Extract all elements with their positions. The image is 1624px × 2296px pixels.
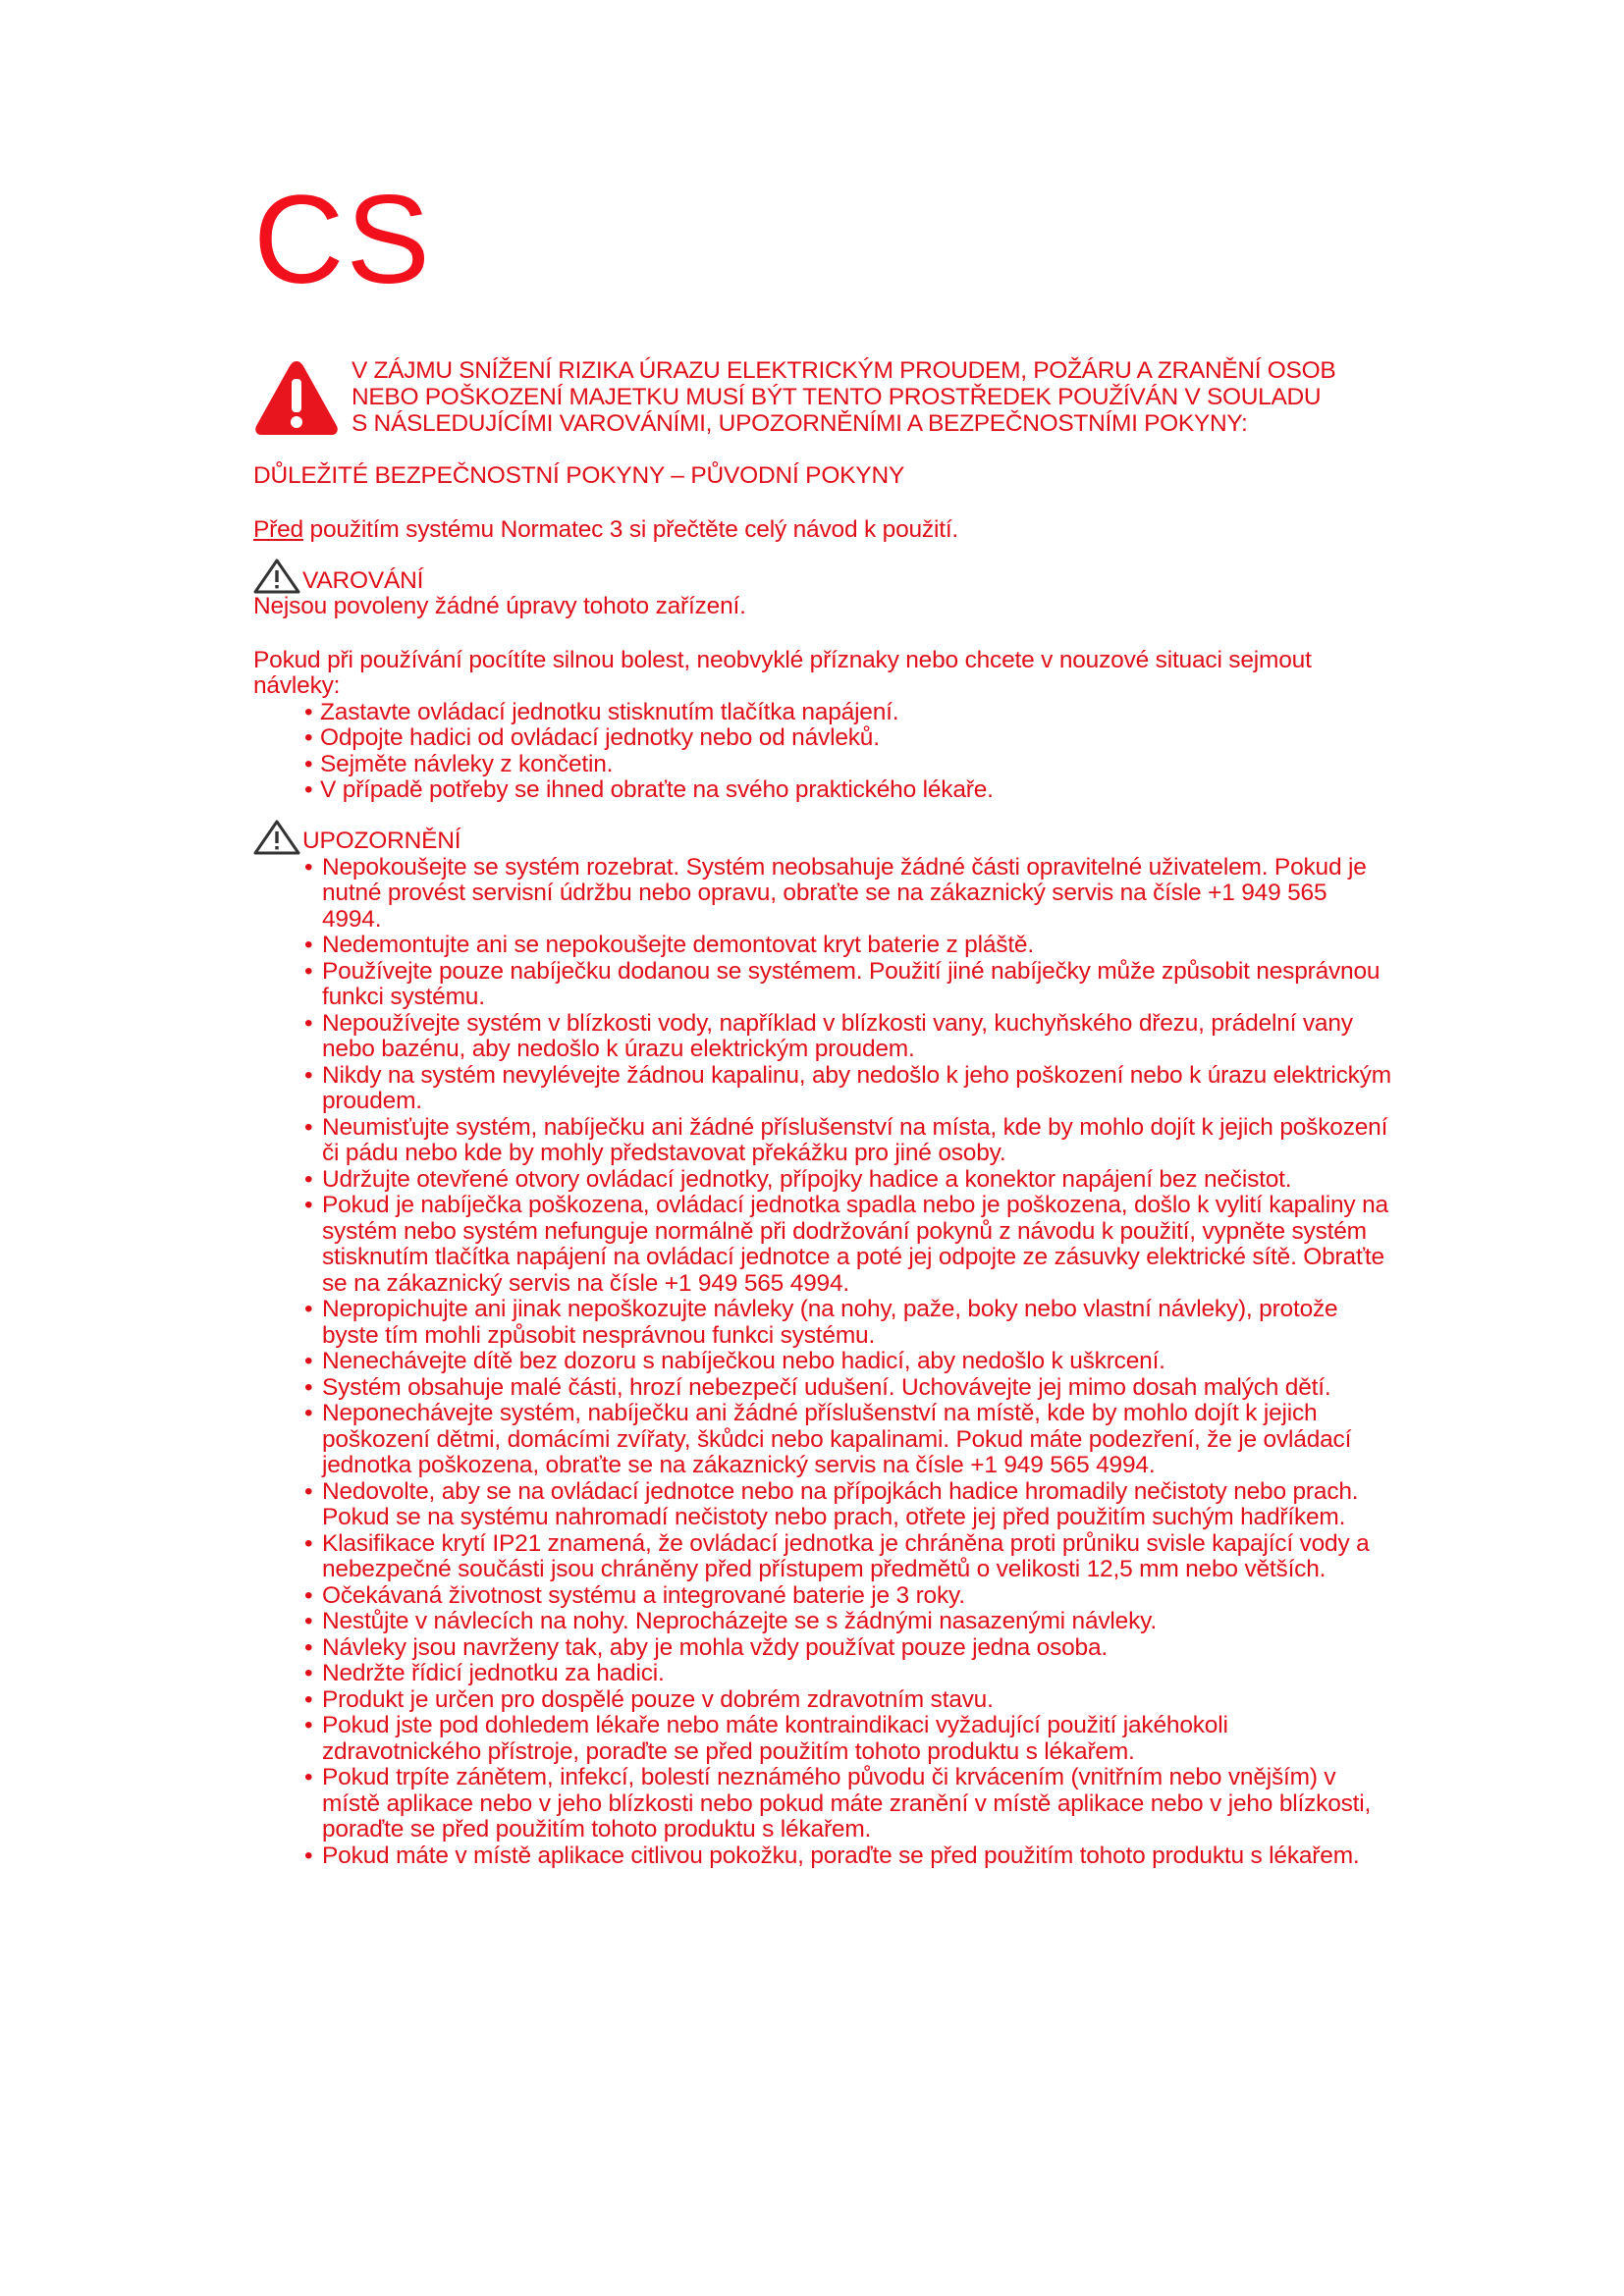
list-item: • Pokud je nabíječka poškozena, ovládací jednotka spadla nebo je poškozena, došlo k vylití kapaliny na systém nebo systém nefunguje normálně při dodržování pokynů z návodu k použití, vypněte systém stisknutím tlačítka napájení na ovládací jednotce a poté jej odpojte ze zásuvky elektrické sítě. Obraťte se na zákaznický servis na čísle +1 949 565 4994.: [253, 1193, 1392, 1297]
list-item: • Návleky jsou navrženy tak, aby je mohla vždy používat pouze jedna osoba.: [253, 1635, 1392, 1662]
list-item: • Nikdy na systém nevylévejte žádnou kapalinu, aby nedošlo k jeho poškození nebo k úrazu elektrickým proudem.: [253, 1063, 1392, 1115]
hazard-warning-line: V ZÁJMU SNÍŽENÍ RIZIKA ÚRAZU ELEKTRICKÝM PROUDEM, POŽÁRU A ZRANĚNÍ OSOB: [352, 357, 1336, 384]
list-item: • Pokud máte v místě aplikace citlivou pokožku, poraďte se před použitím tohoto produktu s lékařem.: [253, 1843, 1392, 1870]
list-item: • Sejměte návleky z končetin.: [253, 752, 1392, 778]
warning-outline-icon: [253, 559, 300, 594]
list-item: • Očekávaná životnost systému a integrované baterie je 3 roky.: [253, 1583, 1392, 1610]
list-item: • Nedržte řídicí jednotku za hadici.: [253, 1661, 1392, 1687]
caution-outline-icon: [253, 820, 300, 855]
caution-section-heading: [253, 820, 1392, 855]
list-item: • Nenechávejte dítě bez dozoru s nabíječkou nebo hadicí, aby nedošlo k uškrcení.: [253, 1349, 1392, 1375]
list-item: • Systém obsahuje malé části, hrozí nebezpečí udušení. Uchovávejte jej mimo dosah malých dětí.: [253, 1375, 1392, 1402]
caution-list: [253, 855, 1392, 1870]
list-item: • Pokud jste pod dohledem lékaře nebo máte kontraindikaci vyžadující použití jakéhokoli zdravotnického přístroje, poraďte se před použitím tohoto produktu s lékařem.: [253, 1713, 1392, 1765]
intro-paragraph: [253, 517, 1392, 544]
warning-paragraph: Pokud při používání pocítíte silnou bolest, neobvyklé příznaky nebo chcete v nouzové situaci sejmout návleky:: [253, 646, 1312, 699]
warning-triangle-icon: [253, 357, 340, 438]
hazard-warning-text: [352, 357, 1392, 437]
language-code-heading: CS: [253, 170, 432, 310]
list-item: • Zastavte ovládací jednotku stisknutím tlačítka napájení.: [253, 700, 1392, 726]
list-item: • Nedovolte, aby se na ovládací jednotce nebo na přípojkách hadice hromadily nečistoty nebo prach. Pokud se na systému nahromadí nečistoty nebo prach, otřete jej před použitím suchým hadříkem.: [253, 1479, 1392, 1531]
list-item: • Odpojte hadici od ovládací jednotky nebo od návleků.: [253, 725, 1392, 752]
list-item: • Nepropichujte ani jinak nepoškozujte návleky (na nohy, paže, boky nebo vlastní návleky), protože byste tím mohli způsobit nesprávnou funkci systému.: [253, 1297, 1392, 1349]
list-item: • Pokud trpíte zánětem, infekcí, bolestí neznámého původu či krvácením (vnitřním nebo vnějším) v místě aplikace nebo v jeho blízkosti nebo pokud máte zranění v místě aplikace nebo v jeho blízkosti, poraďte se před použitím tohoto produktu s lékařem.: [253, 1765, 1392, 1843]
safety-instructions: [253, 463, 1392, 1869]
list-item: • Neumisťujte systém, nabíječku ani žádné příslušenství na místa, kde by mohlo dojít k jejich poškození či pádu nebo kde by mohly představovat překážku pro jiné osoby.: [253, 1115, 1392, 1167]
caution-title: UPOZORNĚNÍ: [302, 828, 461, 854]
safety-heading: DŮLEŽITÉ BEZPEČNOSTNÍ POKYNY – PŮVODNÍ POKYNY: [253, 462, 905, 489]
list-item: • Produkt je určen pro dospělé pouze v dobrém zdravotním stavu.: [253, 1687, 1392, 1714]
warning-section-heading: [253, 559, 1392, 594]
intro-text: použitím systému Normatec 3 si přečtěte celý návod k použití.: [302, 515, 959, 543]
list-item: • Používejte pouze nabíječku dodanou se systémem. Použití jiné nabíječky může způsobit nesprávnou funkci systému.: [253, 959, 1392, 1011]
warning-steps-list: [253, 700, 1392, 804]
hazard-warning-line: S NÁSLEDUJÍCÍMI VAROVÁNÍMI, UPOZORNĚNÍMI A BEZPEČNOSTNÍMI POKYNY:: [352, 410, 1248, 437]
list-item: • Udržujte otevřené otvory ovládací jednotky, přípojky hadice a konektor napájení bez nečistot.: [253, 1167, 1392, 1194]
list-item: • Klasifikace krytí IP21 znamená, že ovládací jednotka je chráněna proti průniku svisle kapající vody a nebezpečné součásti jsou chráněny před přístupem předmětů o velikosti 12,5 mm nebo větších.: [253, 1531, 1392, 1583]
list-item: • Nepokoušejte se systém rozebrat. Systém neobsahuje žádné části opravitelné uživatelem. Pokud je nutné provést servisní údržbu nebo opravu, obraťte se na zákaznický servis na čísle +1 949 565 4994.: [253, 855, 1392, 934]
list-item: • V případě potřeby se ihned obraťte na svého praktického lékaře.: [253, 777, 1392, 804]
warning-title: VAROVÁNÍ: [302, 566, 424, 594]
list-item: • Nestůjte v návlecích na nohy. Neprocházejte se s žádnými nasazenými návleky.: [253, 1609, 1392, 1635]
hazard-warning-line: NEBO POŠKOZENÍ MAJETKU MUSÍ BÝT TENTO PROSTŘEDEK POUŽÍVÁN V SOULADU: [352, 384, 1322, 410]
warning-no-modification: Nejsou povoleny žádné úpravy tohoto zařízení.: [253, 593, 746, 619]
list-item: • Nepoužívejte systém v blízkosti vody, například v blízkosti vany, kuchyňského dřezu, prádelní vany nebo bazénu, aby nedošlo k úrazu elektrickým proudem.: [253, 1011, 1392, 1063]
list-item: • Nedemontujte ani se nepokoušejte demontovat kryt baterie z pláště.: [253, 933, 1392, 959]
intro-underlined-word: Před: [253, 515, 303, 543]
list-item: • Neponechávejte systém, nabíječku ani žádné příslušenství na místě, kde by mohlo dojít k jejich poškození dětmi, domácími zvířaty, škůdci nebo kapalinami. Pokud máte podezření, že je ovládací jednotka poškozena, obraťte se na zákaznický servis na čísle +1 949 565 4994.: [253, 1401, 1392, 1479]
